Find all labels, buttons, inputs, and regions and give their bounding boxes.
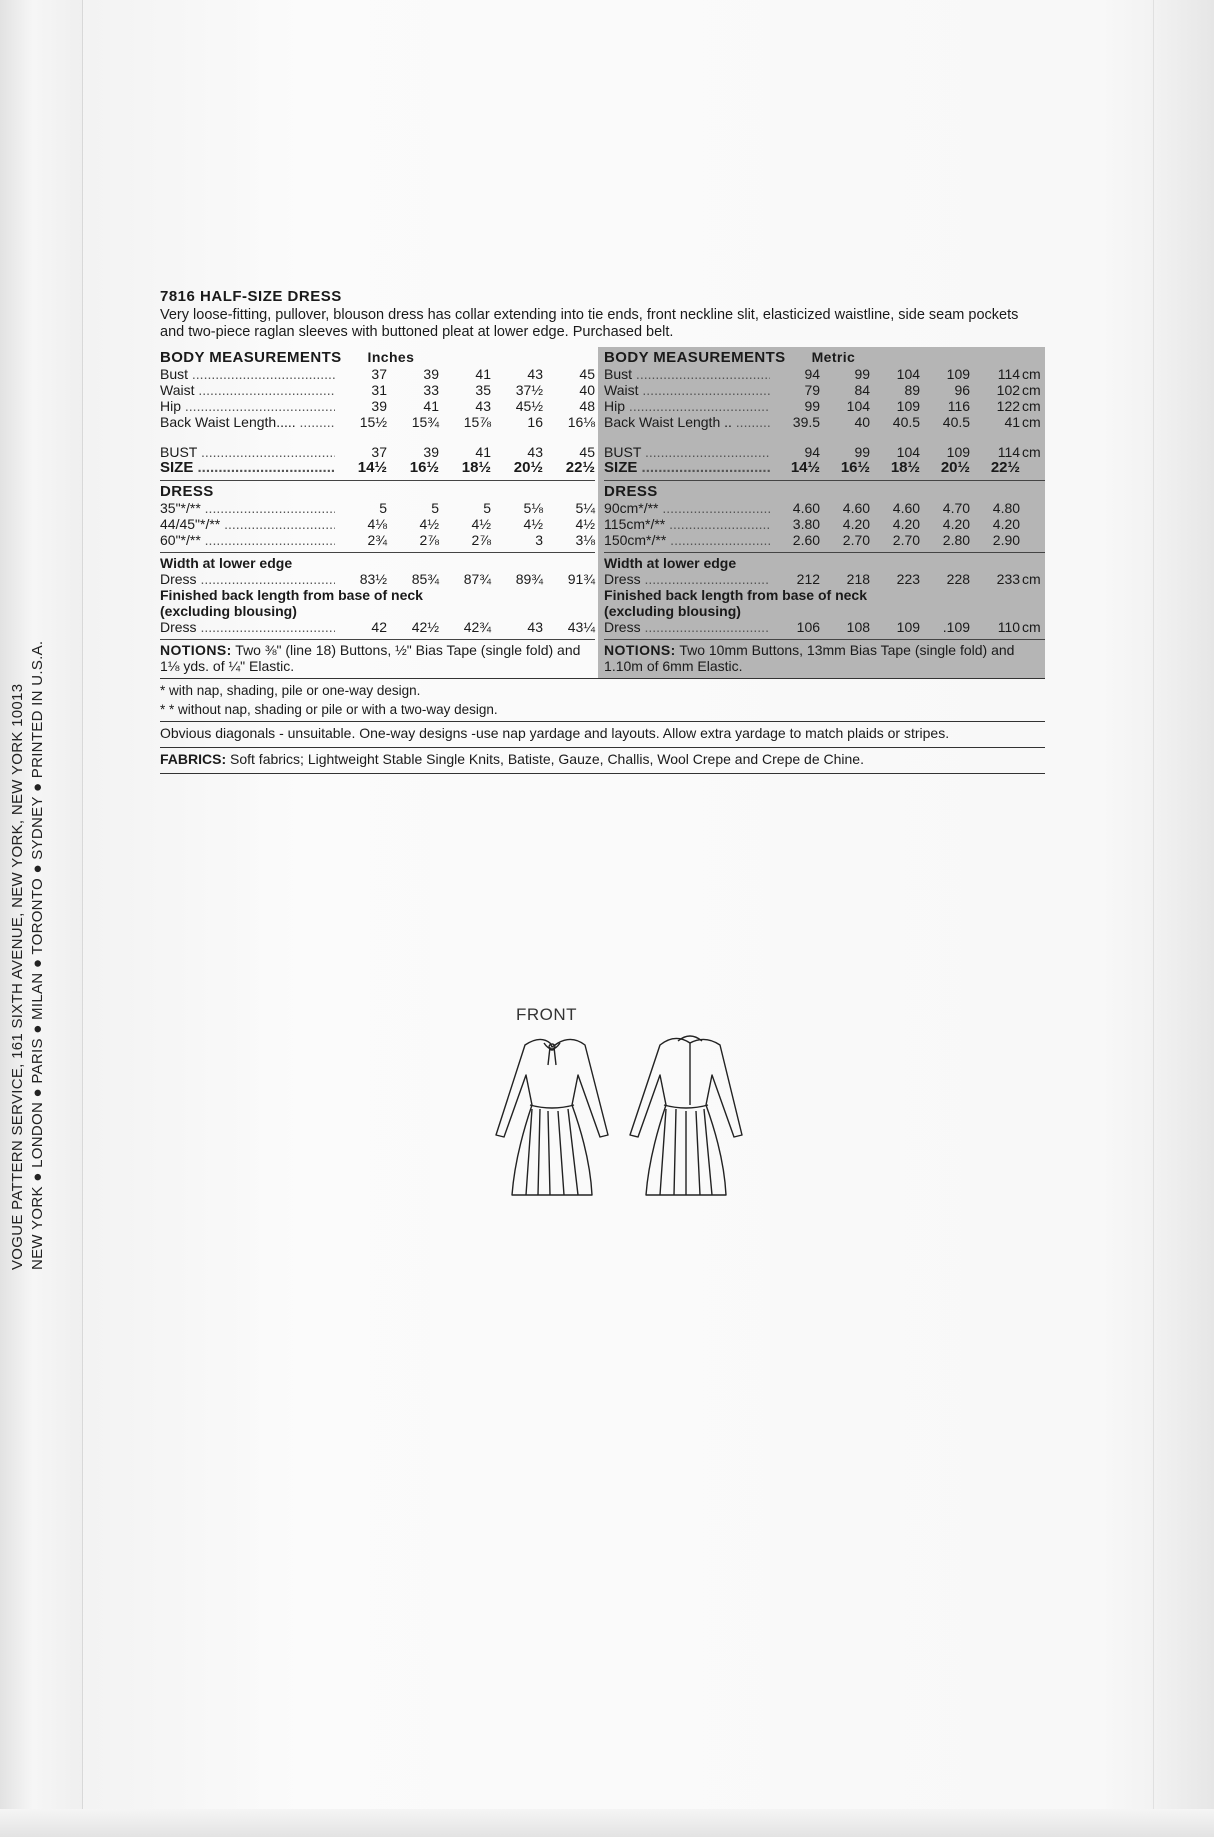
row-value: 4½: [523, 516, 543, 532]
row-value: 114: [997, 444, 1021, 460]
row-value: 218: [846, 571, 871, 587]
row-value: 45: [579, 444, 595, 460]
row-label: Waist .....: [160, 382, 335, 398]
row-value: 2¾: [367, 532, 387, 548]
measurement-row: [160, 414, 595, 430]
row-value: 4½: [471, 516, 491, 532]
section-header: [160, 349, 595, 366]
row-value: 233: [996, 571, 1021, 587]
row-value: 114: [997, 366, 1021, 382]
finished-measurements-section: [160, 552, 595, 639]
row-value: 16½: [840, 459, 871, 476]
row-value: 22½: [990, 459, 1021, 476]
row-label: SIZE .....: [160, 460, 335, 476]
row-value: 5: [431, 500, 439, 516]
row-value: 228: [946, 571, 971, 587]
row-value: 84: [854, 382, 871, 398]
row-value: 83½: [359, 571, 387, 587]
measurement-row: [160, 571, 595, 587]
measurement-row: [160, 460, 595, 476]
width-header: Width at lower edge: [604, 555, 737, 571]
row-value: 15⅞: [463, 414, 491, 430]
measurement-row: [160, 398, 595, 414]
row-value: 4.60: [842, 500, 871, 516]
row-value: 31: [371, 382, 387, 398]
row-value: 99: [854, 444, 871, 460]
measurement-row: [604, 516, 1045, 532]
measurement-row: [160, 619, 595, 635]
row-value: 99: [854, 366, 871, 382]
row-label: Dress .....: [604, 619, 770, 635]
metric-column: [598, 347, 1045, 678]
row-value: 89: [904, 382, 921, 398]
measurement-row: [160, 382, 595, 398]
row-label: BUST .....: [160, 444, 335, 460]
row-value: 4.60: [892, 500, 921, 516]
row-value: 43: [527, 619, 543, 635]
envelope-bottom-edge: [0, 1809, 1214, 1837]
measurement-row: [604, 414, 1045, 430]
notions-label: NOTIONS:: [160, 642, 232, 658]
row-value: 109: [896, 398, 921, 414]
row-value: 99: [804, 398, 821, 414]
fabrics-text: Soft fabrics; Lightweight Stable Single Knits, Batiste, Gauze, Challis, Wool Crepe and Crepe de Chine.: [230, 751, 864, 767]
row-value: 2.90: [992, 532, 1021, 548]
row-value: 37: [371, 444, 387, 460]
row-value: 91¾: [567, 571, 595, 587]
row-value: 16: [527, 414, 543, 430]
row-value: 41: [475, 444, 491, 460]
pattern-description: Very loose-fitting, pullover, blouson dress has collar extending into tie ends, front neckline slit, elasticized waistline, side seam pockets and two-piece raglan sleeves with buttoned pleat at lower edge. Purchased belt.: [160, 307, 1019, 340]
notions-text: Two 10mm Buttons, 13mm Bias Tape (single fold) and 1.10m of 6mm Elastic.: [604, 642, 1015, 674]
row-value: 42: [371, 619, 387, 635]
row-value: 14½: [357, 459, 387, 476]
row-unit: cm: [1022, 398, 1041, 414]
measurement-row: [604, 460, 1045, 476]
row-value: 3⅛: [575, 532, 595, 548]
row-value: 41: [423, 398, 439, 414]
row-label: Back Waist Length .. .....: [604, 414, 770, 430]
dress-illustration: [480, 1005, 770, 1205]
notions-section: [160, 639, 595, 678]
section-header: [604, 349, 1045, 366]
row-value: 79: [804, 382, 821, 398]
row-value: 96: [954, 382, 971, 398]
row-value: 104: [896, 444, 921, 460]
measurement-row: [604, 366, 1045, 382]
row-value: 4½: [419, 516, 439, 532]
measurement-row: [604, 619, 1045, 635]
row-value: 109: [946, 444, 971, 460]
notions-label: NOTIONS:: [604, 642, 676, 658]
notions-section: [604, 639, 1045, 678]
row-value: 20½: [513, 459, 543, 476]
row-value: 5⅛: [523, 500, 543, 516]
row-value: 43: [527, 366, 543, 382]
measurement-row: [160, 366, 595, 382]
row-label: 35"*/** .....: [160, 500, 335, 516]
row-label: Hip .....: [604, 398, 770, 414]
row-label: 115cm*/** .....: [604, 516, 770, 532]
diagonals-note: Obvious diagonals - unsuitable. One-way designs -use nap yardage and layouts. Allow extra yardage to match plaids or stripes.: [160, 725, 950, 741]
row-value: 40.5: [892, 414, 921, 430]
row-value: 4.60: [792, 500, 821, 516]
row-unit: cm: [1022, 571, 1041, 587]
row-value: 15¾: [411, 414, 439, 430]
row-value: 33: [423, 382, 439, 398]
row-label: Bust .....: [604, 366, 770, 382]
row-value: 43¼: [567, 619, 595, 635]
row-label: Dress .....: [160, 571, 335, 587]
finished-measurements-section: [604, 552, 1045, 639]
row-value: 45½: [515, 398, 543, 414]
row-value: 4.20: [892, 516, 921, 532]
row-unit: cm: [1022, 414, 1041, 430]
row-unit: cm: [1022, 444, 1041, 460]
dress-yardage-section: [160, 480, 595, 552]
footnote-nap: * with nap, shading, pile or one-way design.: [160, 683, 421, 698]
row-value: 41: [475, 366, 491, 382]
row-value: 4.20: [992, 516, 1021, 532]
row-value: 42½: [411, 619, 439, 635]
row-value: 39.5: [792, 414, 821, 430]
row-value: 18½: [890, 459, 921, 476]
row-value: 109: [946, 366, 971, 382]
measurement-row: [160, 532, 595, 548]
row-value: 102: [996, 382, 1021, 398]
envelope-right-flap: [1153, 0, 1214, 1837]
row-value: 40: [854, 414, 871, 430]
row-value: 89¾: [515, 571, 543, 587]
row-value: 3: [535, 532, 543, 548]
measurement-row: [604, 444, 1045, 460]
row-value: 109: [896, 619, 921, 635]
spacer: [160, 430, 595, 444]
row-value: 2.70: [842, 532, 871, 548]
measurement-row: [604, 500, 1045, 516]
row-value: 35: [475, 382, 491, 398]
row-value: 43: [475, 398, 491, 414]
row-value: 39: [371, 398, 387, 414]
row-label: Hip .....: [160, 398, 335, 414]
row-value: 116: [947, 398, 971, 414]
row-label: Bust .....: [160, 366, 335, 382]
unit-label: Inches: [367, 349, 415, 365]
row-label: Dress .....: [160, 619, 335, 635]
length-header: Finished back length from base of neck: [604, 587, 867, 603]
row-value: 39: [423, 366, 439, 382]
row-value: 42¾: [463, 619, 491, 635]
row-value: 37½: [515, 382, 543, 398]
row-value: .109: [942, 619, 971, 635]
row-unit: cm: [1022, 382, 1041, 398]
row-value: 45: [579, 366, 595, 382]
row-value: 5: [379, 500, 387, 516]
row-value: 85¾: [411, 571, 439, 587]
row-value: 106: [796, 619, 821, 635]
row-label: 150cm*/** .....: [604, 532, 770, 548]
row-value: 4⅛: [367, 516, 387, 532]
row-value: 40.5: [942, 414, 971, 430]
front-label: FRONT: [516, 1005, 578, 1024]
publisher-cities: NEW YORK ● LONDON ● PARIS ● MILAN ● TORONTO ● SYDNEY ● PRINTED IN U.S.A.: [29, 640, 46, 1270]
measurement-row: [160, 444, 595, 460]
section-header: DRESS: [604, 483, 658, 500]
row-value: 14½: [790, 459, 821, 476]
header-text: BODY MEASUREMENTS: [604, 349, 786, 366]
row-value: 16⅛: [567, 414, 595, 430]
row-value: 18½: [461, 459, 491, 476]
row-value: 94: [804, 444, 821, 460]
footnote-without-nap: * * without nap, shading or pile or with a two-way design.: [160, 702, 498, 717]
body-measurements-section: [160, 347, 595, 480]
row-value: 2.60: [792, 532, 821, 548]
row-label: Dress .....: [604, 571, 770, 587]
row-value: 16½: [409, 459, 439, 476]
pattern-info: [160, 288, 1045, 774]
row-label: 60"*/** .....: [160, 532, 335, 548]
row-value: 2.80: [942, 532, 971, 548]
row-value: 212: [796, 571, 821, 587]
length-header: Finished back length from base of neck: [160, 587, 423, 603]
row-value: 104: [846, 398, 871, 414]
row-value: 104: [896, 366, 921, 382]
measurement-row: [604, 382, 1045, 398]
row-label: BUST .....: [604, 444, 770, 460]
measurement-row: [604, 398, 1045, 414]
row-value: 2⅞: [419, 532, 439, 548]
row-value: 4.20: [842, 516, 871, 532]
row-label: Back Waist Length..... .....: [160, 414, 335, 430]
row-label: Waist .....: [604, 382, 770, 398]
dress-sketch-icon: [480, 1005, 770, 1205]
row-value: 41: [1004, 414, 1021, 430]
row-value: 3.80: [792, 516, 821, 532]
row-unit: cm: [1022, 619, 1041, 635]
measurement-row: [160, 500, 595, 516]
row-value: 87¾: [463, 571, 491, 587]
row-value: 108: [846, 619, 871, 635]
row-value: 37: [371, 366, 387, 382]
row-value: 40: [579, 382, 595, 398]
notions-text: Two ⅜" (line 18) Buttons, ½" Bias Tape (single fold) and 1⅛ yds. of ¼" Elastic.: [160, 642, 581, 674]
row-value: 39: [423, 444, 439, 460]
row-value: 4.20: [942, 516, 971, 532]
publisher-address: VOGUE PATTERN SERVICE, 161 SIXTH AVENUE, NEW YORK, NEW YORK 10013: [9, 683, 26, 1270]
dress-yardage-section: [604, 480, 1045, 552]
header-text: BODY MEASUREMENTS: [160, 349, 342, 366]
body-measurements-section: [604, 347, 1045, 480]
unit-label: Metric: [811, 349, 856, 365]
length-subheader: (excluding blousing): [160, 603, 297, 619]
row-value: 5: [483, 500, 491, 516]
measurement-grid: [160, 347, 1045, 679]
publisher-side-text: [8, 490, 48, 1270]
fabrics-label: FABRICS:: [160, 751, 227, 767]
row-label: 44/45"*/** .....: [160, 516, 335, 532]
length-subheader: (excluding blousing): [604, 603, 741, 619]
row-label: SIZE .....: [604, 460, 770, 476]
row-value: 48: [579, 398, 595, 414]
row-value: 43: [527, 444, 543, 460]
row-value: 4.80: [992, 500, 1021, 516]
row-value: 20½: [940, 459, 971, 476]
row-value: 4½: [575, 516, 595, 532]
measurement-row: [604, 571, 1045, 587]
width-header: Width at lower edge: [160, 555, 293, 571]
section-header: DRESS: [160, 483, 214, 500]
measurement-row: [160, 516, 595, 532]
row-value: 223: [896, 571, 921, 587]
row-label: 90cm*/** .....: [604, 500, 770, 516]
row-value: 5¼: [575, 500, 595, 516]
row-value: 122: [996, 398, 1021, 414]
row-value: 94: [804, 366, 821, 382]
fabrics-note: [160, 748, 1045, 769]
row-value: 15½: [359, 414, 387, 430]
measurement-row: [604, 532, 1045, 548]
row-value: 22½: [565, 459, 595, 476]
pattern-title: 7816 HALF-SIZE DRESS: [160, 288, 342, 305]
inches-column: [160, 347, 595, 678]
spacer: [604, 430, 1045, 444]
row-value: 2.70: [892, 532, 921, 548]
row-value: 4.70: [942, 500, 971, 516]
row-value: 110: [997, 619, 1021, 635]
divider: [160, 773, 1045, 774]
row-value: 2⅞: [471, 532, 491, 548]
row-unit: cm: [1022, 366, 1041, 382]
